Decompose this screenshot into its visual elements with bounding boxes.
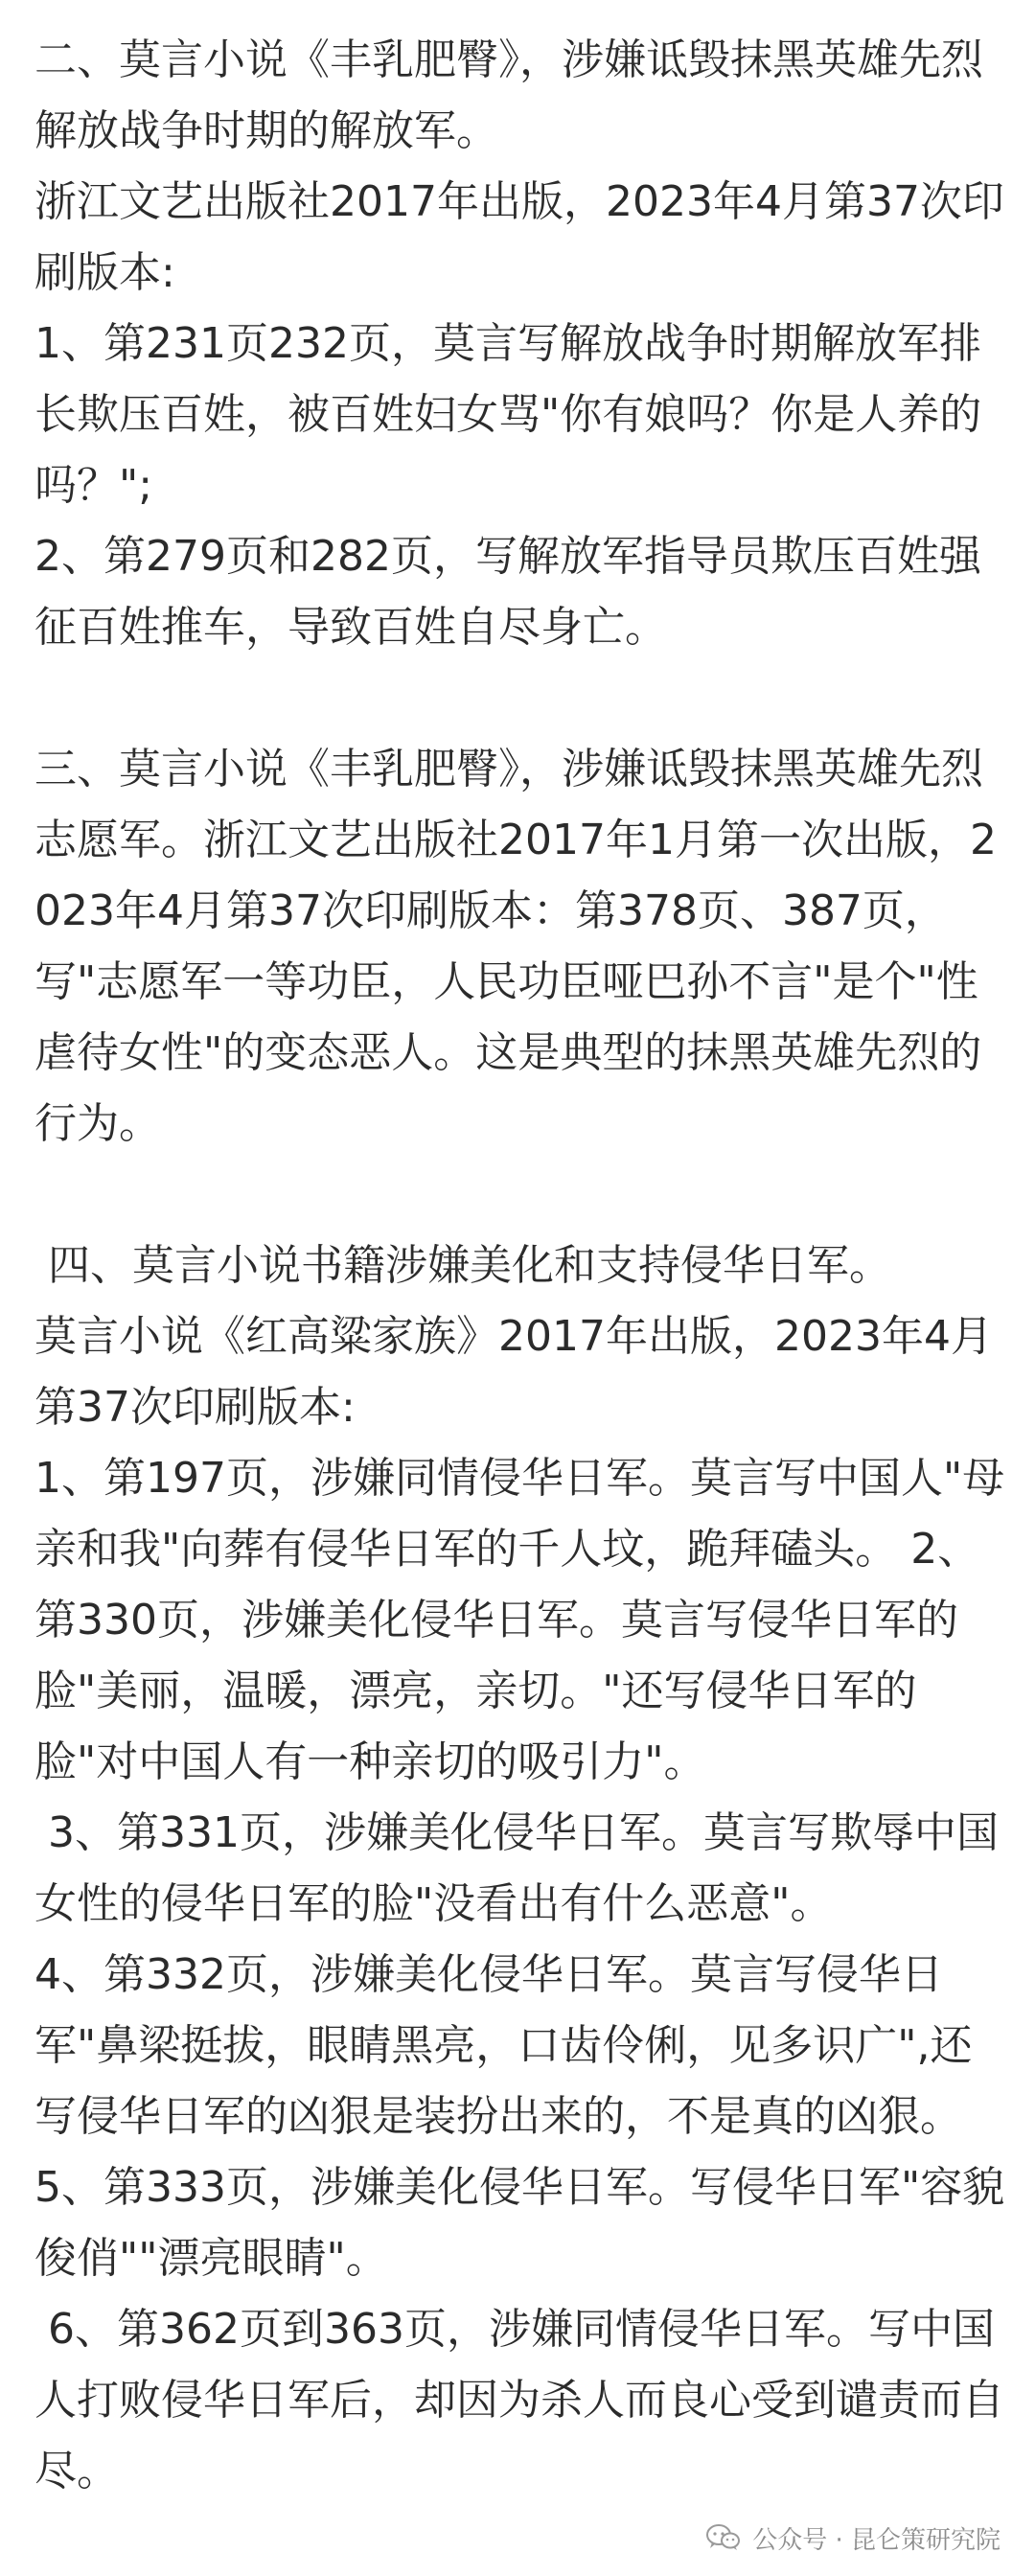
article-body bbox=[34, 25, 1012, 2507]
paragraph: 二、莫言小说《丰乳肥臀》，涉嫌诋毁抹黑英雄先烈解放战争时期的解放军。 bbox=[34, 35, 983, 155]
paragraph: 3、第331页，涉嫌美化侵华日军。莫言写欺辱中国女性的侵华日军的脸"没看出有什么恶意"。 bbox=[34, 1808, 999, 1928]
watermark-text: 公众号 · 昆仑策研究院 bbox=[752, 2525, 1000, 2555]
paragraph: 莫言小说《红高粱家族》2017年出版，2023年4月第37次印刷版本: bbox=[34, 1312, 993, 1432]
paragraph: 4、第332页，涉嫌美化侵华日军。莫言写侵华日军"鼻梁挺拔，眼睛黑亮，口齿伶俐，见多识广",还写侵华日军的凶狠是装扮出来的，不是真的凶狠。 bbox=[34, 1950, 973, 2141]
paragraph: 6、第362页到363页，涉嫌同情侵华日军。写中国人打败侵华日军后，却因为杀人而良心受到谴责而自尽。 bbox=[34, 2305, 1004, 2496]
paragraph: 浙江文艺出版社2017年出版，2023年4月第37次印刷版本: bbox=[34, 177, 1004, 297]
watermark bbox=[704, 2509, 1000, 2566]
paragraph: 1、第197页，涉嫌同情侵华日军。莫言写中国人"母亲和我"向葬有侵华日军的千人坟，跪拜磕头。 2、第330页，涉嫌美化侵华日军。莫言写侵华日军的脸"美丽，温暖，漂亮，亲切。"还写侵华日军的脸"对中国人有一种亲切的吸引力"。 bbox=[34, 1454, 1005, 1786]
paragraph: 1、第231页232页，莫言写解放战争时期解放军排长欺压百姓，被百姓妇女骂"你有娘吗？你是人养的吗？"; bbox=[34, 319, 982, 510]
wechat-icon bbox=[704, 2523, 743, 2552]
paragraph: 三、莫言小说《丰乳肥臀》，涉嫌诋毁抹黑英雄先烈志愿军。浙江文艺出版社2017年1月第一次出版，2023年4月第37次印刷版本：第378页、387页，写"志愿军一等功臣，人民功臣哑巴孙不言"是个"性虐待女性"的变态恶人。这是典型的抹黑英雄先烈的行为。 bbox=[34, 745, 997, 1148]
paragraph: 四、莫言小说书籍涉嫌美化和支持侵华日军。 bbox=[34, 1241, 891, 1290]
paragraph: 2、第279页和282页，写解放军指导员欺压百姓强征百姓推车，导致百姓自尽身亡。 bbox=[34, 532, 981, 652]
paragraph: 5、第333页，涉嫌美化侵华日军。写侵华日军"容貌俊俏""漂亮眼睛"。 bbox=[34, 2163, 1005, 2283]
paragraph-gap bbox=[34, 1160, 1012, 1230]
paragraph-gap bbox=[34, 663, 1012, 734]
